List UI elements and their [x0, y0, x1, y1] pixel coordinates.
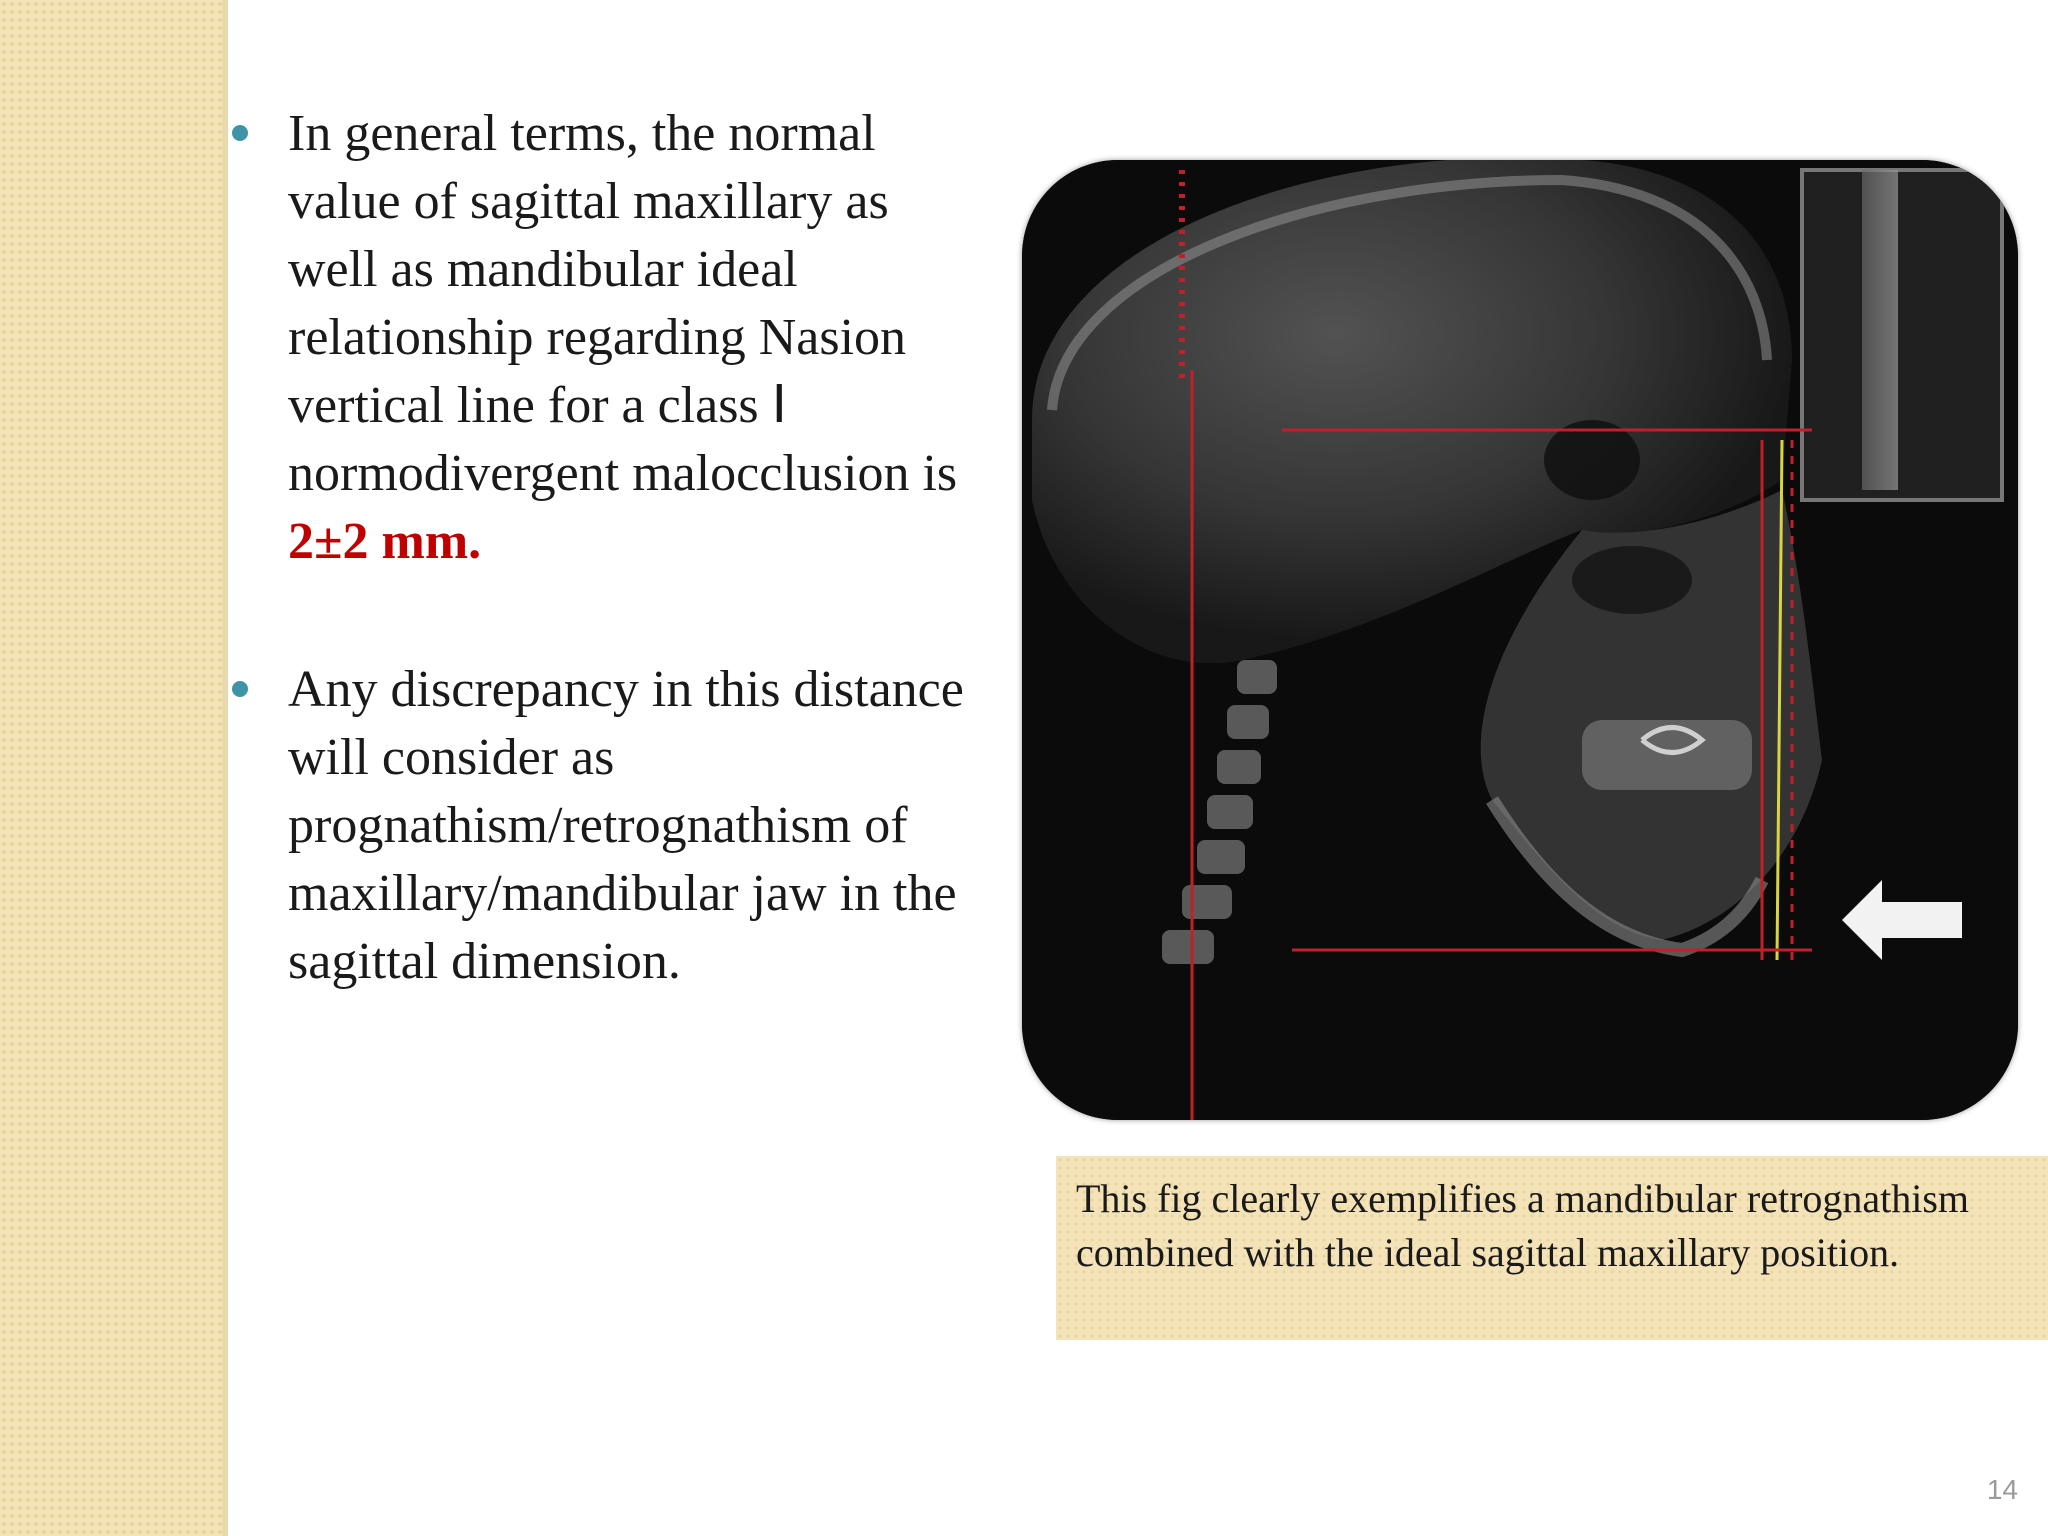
bullet-item-normal-value: [232, 100, 972, 576]
bullet-list: [232, 100, 972, 996]
bullet-dot-icon: [232, 125, 248, 141]
decorative-sidebar: [0, 0, 222, 1536]
bullet-dot-icon: [232, 681, 248, 697]
figure-caption: This fig clearly exemplifies a mandibular retrognathism combined with the ideal sagittal maxillary position.: [1056, 1156, 2048, 1340]
highlight-value: 2±2 mm.: [288, 513, 482, 570]
bullet-text: In general terms, the normal value of sagittal maxillary as well as mandibular ideal relationship regarding Nasion vertical line for a class Ⅰ normodivergent malocclusion is: [288, 105, 958, 502]
cephalometric-xray-image: [1022, 160, 2018, 1120]
sidebar-edge: [222, 0, 228, 1536]
xray-illustration: [1022, 160, 2018, 1120]
bullet-item-discrepancy: [232, 656, 972, 996]
bullet-text: Any discrepancy in this distance will consider as prognathism/retrognathism of maxillary/mandibular jaw in the sagittal dimension.: [288, 661, 964, 990]
page-number: 14: [1986, 1474, 2018, 1505]
